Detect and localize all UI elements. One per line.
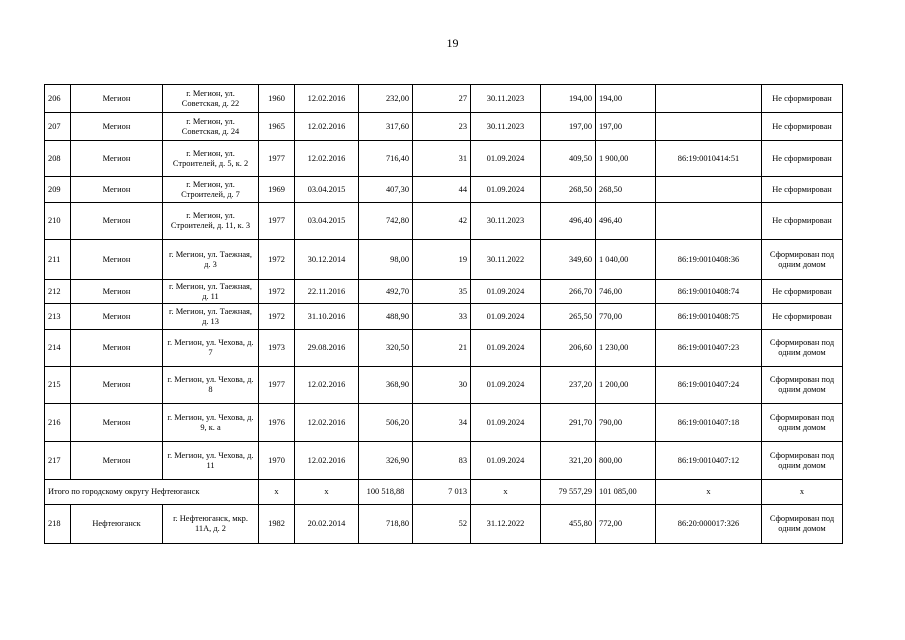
value1-cell: 266,70 xyxy=(541,280,596,304)
area-cell: 98,00 xyxy=(359,240,413,280)
address-cell: г. Мегион, ул. Чехова, д. 7 xyxy=(163,330,259,367)
date2-cell: 31.12.2022 xyxy=(471,505,541,544)
value1-cell: 194,00 xyxy=(541,85,596,113)
city-cell: Мегион xyxy=(71,280,163,304)
cadastral-cell xyxy=(656,203,762,240)
value1-cell: 237,20 xyxy=(541,367,596,404)
row-number: 216 xyxy=(45,404,71,442)
count-cell: 52 xyxy=(413,505,471,544)
table-row xyxy=(45,177,843,203)
date2-cell: 01.09.2024 xyxy=(471,304,541,330)
cadastral-cell xyxy=(656,177,762,203)
city-cell: Мегион xyxy=(71,85,163,113)
status-cell: Сформирован под одним домом xyxy=(762,367,843,404)
value1-cell: 265,50 xyxy=(541,304,596,330)
total-area-cell: 100 518,88 xyxy=(359,480,413,505)
row-number: 218 xyxy=(45,505,71,544)
city-cell: Мегион xyxy=(71,177,163,203)
count-cell: 44 xyxy=(413,177,471,203)
city-cell: Мегион xyxy=(71,442,163,480)
table-row xyxy=(45,330,843,367)
status-cell: Сформирован под одним домом xyxy=(762,404,843,442)
year-cell: 1977 xyxy=(259,367,295,404)
year-cell: 1976 xyxy=(259,404,295,442)
table-row xyxy=(45,505,843,544)
year-cell: 1965 xyxy=(259,113,295,141)
total-value1-cell: 79 557,29 xyxy=(541,480,596,505)
date1-cell: 12.02.2016 xyxy=(295,141,359,177)
value2-cell: 746,00 xyxy=(596,280,656,304)
city-cell: Мегион xyxy=(71,330,163,367)
address-cell: г. Мегион, ул. Строителей, д. 5, к. 2 xyxy=(163,141,259,177)
row-number: 210 xyxy=(45,203,71,240)
date2-cell: 01.09.2024 xyxy=(471,442,541,480)
table-row xyxy=(45,203,843,240)
city-cell: Мегион xyxy=(71,404,163,442)
address-cell: г. Мегион, ул. Таежная, д. 11 xyxy=(163,280,259,304)
address-cell: г. Мегион, ул. Таежная, д. 13 xyxy=(163,304,259,330)
date1-cell: 12.02.2016 xyxy=(295,367,359,404)
date2-cell: 01.09.2024 xyxy=(471,141,541,177)
year-cell: 1977 xyxy=(259,141,295,177)
date1-cell: 03.04.2015 xyxy=(295,203,359,240)
row-number: 209 xyxy=(45,177,71,203)
count-cell: 34 xyxy=(413,404,471,442)
area-cell: 320,50 xyxy=(359,330,413,367)
count-cell: 35 xyxy=(413,280,471,304)
table-row xyxy=(45,280,843,304)
date1-cell: 03.04.2015 xyxy=(295,177,359,203)
area-cell: 317,60 xyxy=(359,113,413,141)
count-cell: 21 xyxy=(413,330,471,367)
status-cell: Не сформирован xyxy=(762,280,843,304)
address-cell: г. Нефтеюганск, мкр. 11А, д. 2 xyxy=(163,505,259,544)
value2-cell: 790,00 xyxy=(596,404,656,442)
total-year-cell: х xyxy=(259,480,295,505)
address-cell: г. Мегион, ул. Советская, д. 24 xyxy=(163,113,259,141)
value1-cell: 206,60 xyxy=(541,330,596,367)
cadastral-cell xyxy=(656,85,762,113)
date1-cell: 30.12.2014 xyxy=(295,240,359,280)
date2-cell: 01.09.2024 xyxy=(471,280,541,304)
area-cell: 506,20 xyxy=(359,404,413,442)
row-number: 212 xyxy=(45,280,71,304)
date2-cell: 01.09.2024 xyxy=(471,330,541,367)
status-cell: Сформирован под одним домом xyxy=(762,505,843,544)
value1-cell: 409,50 xyxy=(541,141,596,177)
value2-cell: 197,00 xyxy=(596,113,656,141)
cadastral-cell: 86:19:0010407:24 xyxy=(656,367,762,404)
value2-cell: 1 230,00 xyxy=(596,330,656,367)
count-cell: 31 xyxy=(413,141,471,177)
city-cell: Мегион xyxy=(71,304,163,330)
value2-cell: 772,00 xyxy=(596,505,656,544)
row-number: 206 xyxy=(45,85,71,113)
table-row xyxy=(45,442,843,480)
count-cell: 33 xyxy=(413,304,471,330)
status-cell: Сформирован под одним домом xyxy=(762,240,843,280)
total-cadastral-cell: х xyxy=(656,480,762,505)
row-number: 211 xyxy=(45,240,71,280)
count-cell: 30 xyxy=(413,367,471,404)
status-cell: Не сформирован xyxy=(762,85,843,113)
year-cell: 1973 xyxy=(259,330,295,367)
table-row xyxy=(45,404,843,442)
date2-cell: 01.09.2024 xyxy=(471,367,541,404)
cadastral-cell: 86:19:0010408:75 xyxy=(656,304,762,330)
status-cell: Не сформирован xyxy=(762,141,843,177)
table-row xyxy=(45,240,843,280)
year-cell: 1960 xyxy=(259,85,295,113)
area-cell: 232,00 xyxy=(359,85,413,113)
value2-cell: 1 900,00 xyxy=(596,141,656,177)
area-cell: 492,70 xyxy=(359,280,413,304)
row-number: 215 xyxy=(45,367,71,404)
address-cell: г. Мегион, ул. Чехова, д. 11 xyxy=(163,442,259,480)
cadastral-cell: 86:20:000017:326 xyxy=(656,505,762,544)
address-cell: г. Мегион, ул. Строителей, д. 7 xyxy=(163,177,259,203)
table-row xyxy=(45,304,843,330)
year-cell: 1972 xyxy=(259,240,295,280)
status-cell: Не сформирован xyxy=(762,177,843,203)
total-row xyxy=(45,480,843,505)
status-cell: Сформирован под одним домом xyxy=(762,330,843,367)
date1-cell: 12.02.2016 xyxy=(295,404,359,442)
date1-cell: 12.02.2016 xyxy=(295,442,359,480)
cadastral-cell: 86:19:0010408:74 xyxy=(656,280,762,304)
date2-cell: 01.09.2024 xyxy=(471,177,541,203)
value2-cell: 194,00 xyxy=(596,85,656,113)
date1-cell: 20.02.2014 xyxy=(295,505,359,544)
city-cell: Мегион xyxy=(71,141,163,177)
value2-cell: 800,00 xyxy=(596,442,656,480)
value2-cell: 770,00 xyxy=(596,304,656,330)
year-cell: 1972 xyxy=(259,280,295,304)
date1-cell: 22.11.2016 xyxy=(295,280,359,304)
status-cell: Не сформирован xyxy=(762,113,843,141)
year-cell: 1969 xyxy=(259,177,295,203)
value1-cell: 291,70 xyxy=(541,404,596,442)
total-label: Итого по городскому округу Нефтеюганск xyxy=(45,480,259,505)
value1-cell: 455,80 xyxy=(541,505,596,544)
area-cell: 407,30 xyxy=(359,177,413,203)
cadastral-cell: 86:19:0010407:23 xyxy=(656,330,762,367)
date2-cell: 30.11.2023 xyxy=(471,85,541,113)
total-count-cell: 7 013 xyxy=(413,480,471,505)
year-cell: 1982 xyxy=(259,505,295,544)
table-row xyxy=(45,367,843,404)
status-cell: Не сформирован xyxy=(762,304,843,330)
area-cell: 718,80 xyxy=(359,505,413,544)
address-cell: г. Мегион, ул. Советская, д. 22 xyxy=(163,85,259,113)
date1-cell: 31.10.2016 xyxy=(295,304,359,330)
address-cell: г. Мегион, ул. Строителей, д. 11, к. 3 xyxy=(163,203,259,240)
cadastral-cell: 86:19:0010414:51 xyxy=(656,141,762,177)
value1-cell: 268,50 xyxy=(541,177,596,203)
count-cell: 27 xyxy=(413,85,471,113)
value1-cell: 496,40 xyxy=(541,203,596,240)
area-cell: 716,40 xyxy=(359,141,413,177)
housing-table xyxy=(44,84,843,544)
date1-cell: 12.02.2016 xyxy=(295,113,359,141)
year-cell: 1970 xyxy=(259,442,295,480)
date2-cell: 01.09.2024 xyxy=(471,404,541,442)
total-date1-cell: х xyxy=(295,480,359,505)
date2-cell: 30.11.2023 xyxy=(471,203,541,240)
address-cell: г. Мегион, ул. Чехова, д. 8 xyxy=(163,367,259,404)
status-cell: Не сформирован xyxy=(762,203,843,240)
city-cell: Мегион xyxy=(71,367,163,404)
row-number: 213 xyxy=(45,304,71,330)
row-number: 214 xyxy=(45,330,71,367)
total-value2-cell: 101 085,00 xyxy=(596,480,656,505)
table-row xyxy=(45,113,843,141)
area-cell: 326,90 xyxy=(359,442,413,480)
value2-cell: 1 040,00 xyxy=(596,240,656,280)
cadastral-cell xyxy=(656,113,762,141)
value2-cell: 1 200,00 xyxy=(596,367,656,404)
count-cell: 23 xyxy=(413,113,471,141)
status-cell: Сформирован под одним домом xyxy=(762,442,843,480)
count-cell: 19 xyxy=(413,240,471,280)
total-date2-cell: х xyxy=(471,480,541,505)
cadastral-cell: 86:19:0010407:18 xyxy=(656,404,762,442)
area-cell: 488,90 xyxy=(359,304,413,330)
table-row xyxy=(45,85,843,113)
value1-cell: 321,20 xyxy=(541,442,596,480)
date1-cell: 29.08.2016 xyxy=(295,330,359,367)
date2-cell: 30.11.2023 xyxy=(471,113,541,141)
cadastral-cell: 86:19:0010407:12 xyxy=(656,442,762,480)
city-cell: Мегион xyxy=(71,113,163,141)
address-cell: г. Мегион, ул. Таежная, д. 3 xyxy=(163,240,259,280)
value2-cell: 496,40 xyxy=(596,203,656,240)
row-number: 208 xyxy=(45,141,71,177)
page-number: 19 xyxy=(446,36,459,50)
city-cell: Мегион xyxy=(71,203,163,240)
city-cell: Мегион xyxy=(71,240,163,280)
address-cell: г. Мегион, ул. Чехова, д. 9, к. а xyxy=(163,404,259,442)
year-cell: 1977 xyxy=(259,203,295,240)
date1-cell: 12.02.2016 xyxy=(295,85,359,113)
count-cell: 42 xyxy=(413,203,471,240)
row-number: 217 xyxy=(45,442,71,480)
date2-cell: 30.11.2022 xyxy=(471,240,541,280)
area-cell: 742,80 xyxy=(359,203,413,240)
city-cell: Нефтеюганск xyxy=(71,505,163,544)
count-cell: 83 xyxy=(413,442,471,480)
value1-cell: 349,60 xyxy=(541,240,596,280)
value1-cell: 197,00 xyxy=(541,113,596,141)
table-row xyxy=(45,141,843,177)
year-cell: 1972 xyxy=(259,304,295,330)
area-cell: 368,90 xyxy=(359,367,413,404)
value2-cell: 268,50 xyxy=(596,177,656,203)
row-number: 207 xyxy=(45,113,71,141)
total-status-cell: х xyxy=(762,480,843,505)
cadastral-cell: 86:19:0010408:36 xyxy=(656,240,762,280)
